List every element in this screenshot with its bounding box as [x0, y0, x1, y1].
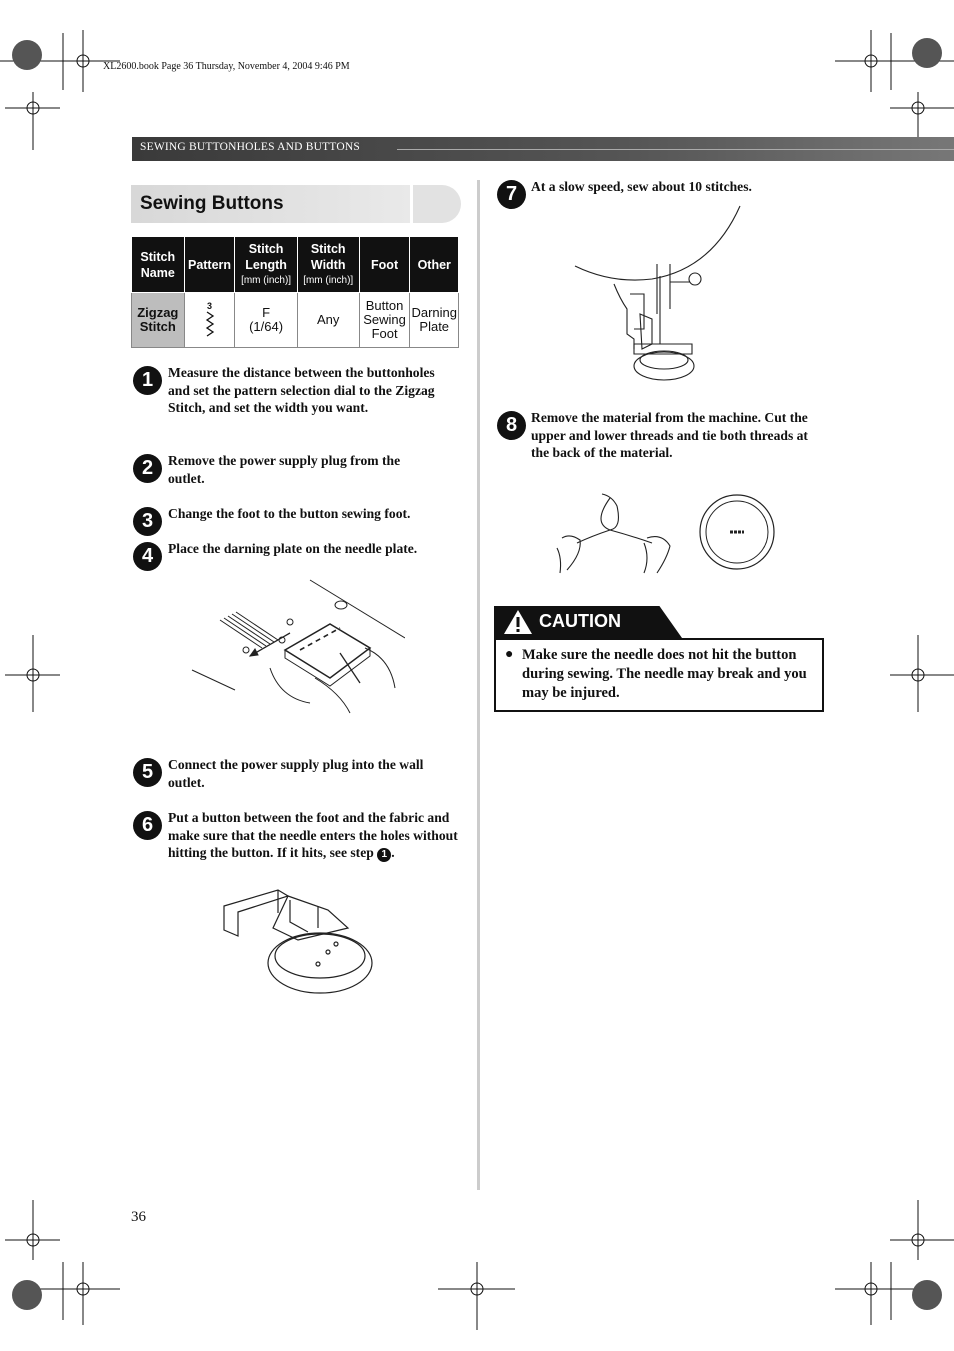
darning-plate-illustration — [190, 578, 405, 718]
col-stitch-length: Stitch Length [mm (inch)] — [235, 237, 297, 293]
tie-threads-illustration — [552, 488, 682, 578]
zigzag-stitch-icon — [204, 311, 216, 337]
col-other: Other — [410, 237, 459, 293]
stitch-table — [131, 236, 459, 348]
step-text: At a slow speed, sew about 10 stitches. — [531, 179, 752, 194]
step-text: Measure the distance between the buttonholes and set the pattern selection dial to the Zigzag Stitch, and set the width you want. — [168, 365, 435, 416]
step-text: Put a button between the foot and the fabric and make sure that the needle enters the holes without hitting the button. If it hits, see step 1 . — [168, 810, 458, 861]
button-illustration — [697, 492, 777, 572]
section-title: Sewing Buttons — [140, 193, 284, 214]
column-divider — [477, 180, 480, 1190]
step-number: 1 — [133, 366, 162, 395]
col-stitch-width: Stitch Width [mm (inch)] — [297, 237, 359, 293]
print-info: XL2600.book Page 36 Thursday, November 4, 2004 9:46 PM — [103, 61, 350, 72]
step-number: 3 — [133, 507, 162, 536]
cell-stitch-length: F (1/64) — [235, 293, 297, 348]
sewing-machine-foot-illustration — [572, 204, 747, 384]
step-number: 8 — [497, 411, 526, 440]
col-stitch-name: Stitch Name — [132, 237, 185, 293]
step-text: Place the darning plate on the needle plate. — [168, 541, 418, 556]
step-number: 6 — [133, 811, 162, 840]
page-number: 36 — [131, 1209, 146, 1225]
step-text: Change the foot to the button sewing foot. — [168, 506, 411, 521]
cell-other: Darning Plate — [410, 293, 459, 348]
col-pattern: Pattern — [184, 237, 235, 293]
step-number: 4 — [133, 542, 162, 571]
bullet-icon: ● — [505, 647, 514, 662]
step-reference-badge: 1 — [377, 848, 391, 862]
warning-icon — [503, 609, 533, 635]
step-text: Remove the material from the machine. Cut the upper and lower threads and tie both threads at the back of the material. — [531, 410, 808, 461]
chapter-header: SEWING BUTTONHOLES AND BUTTONS — [140, 141, 360, 153]
cell-stitch-name: Zigzag Stitch — [132, 293, 185, 348]
cell-stitch-width: Any — [297, 293, 359, 348]
step-text: Connect the power supply plug into the wall outlet. — [168, 757, 424, 790]
caution-title: CAUTION — [539, 611, 621, 631]
cell-pattern: 3 — [184, 293, 235, 348]
section-banner-cap — [410, 185, 461, 223]
step-number: 5 — [133, 758, 162, 787]
cell-foot: Button Sewing Foot — [359, 293, 410, 348]
col-foot: Foot — [359, 237, 410, 293]
step-number: 2 — [133, 454, 162, 483]
header-rule — [397, 149, 954, 150]
step-text: Remove the power supply plug from the outlet. — [168, 453, 401, 486]
button-sewing-foot-illustration — [218, 888, 378, 998]
step-number: 7 — [497, 180, 526, 209]
caution-text: Make sure the needle does not hit the button during sewing. The needle may break and you may be injured. — [522, 647, 807, 701]
table-row — [132, 293, 459, 348]
